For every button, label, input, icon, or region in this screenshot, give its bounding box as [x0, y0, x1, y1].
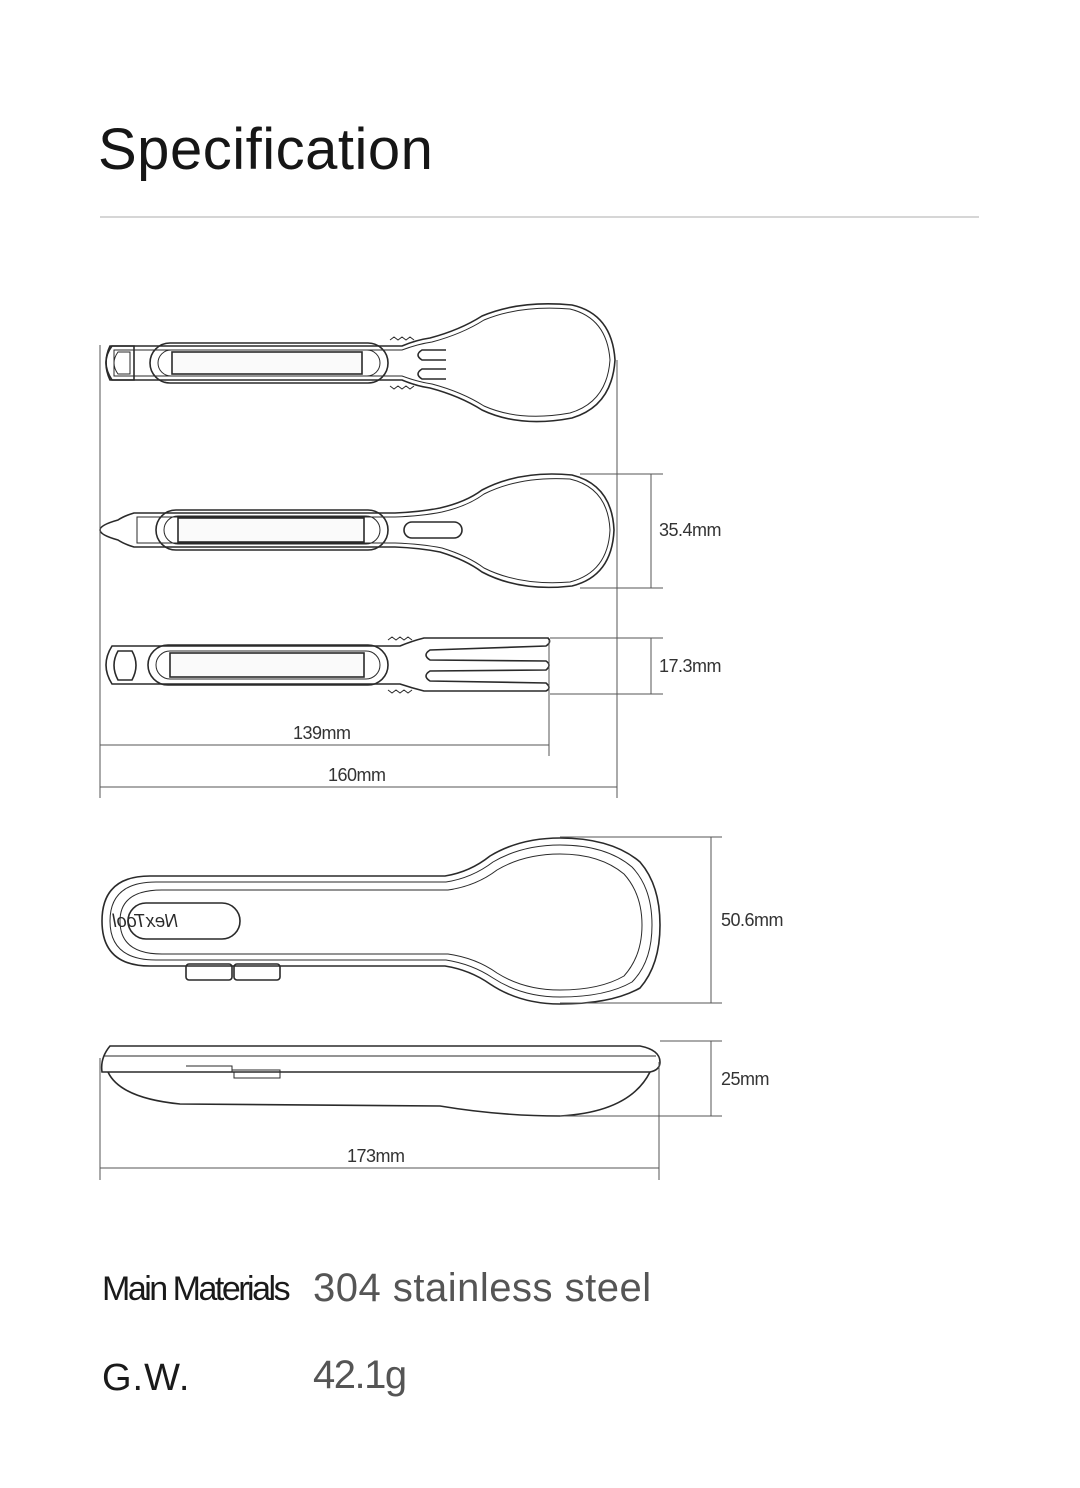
fork-length-label: 139mm: [293, 723, 351, 743]
spork-drawing: [106, 304, 615, 422]
spec-value-materials: 304 stainless steel: [313, 1266, 652, 1310]
case-dimension-lines: [100, 837, 722, 1180]
spoon-width-label: 35.4mm: [659, 520, 722, 540]
page-title: Specification: [98, 117, 434, 182]
spec-label-materials: Main Materials: [102, 1270, 289, 1308]
spec-value-weight: 42.1g: [313, 1353, 406, 1397]
case-height-label: 25mm: [721, 1069, 770, 1089]
case-width-label: 50.6mm: [721, 910, 784, 930]
spec-label-weight: G.W.: [102, 1357, 191, 1399]
case-length-label: 173mm: [347, 1146, 405, 1166]
spoon-drawing: [100, 474, 614, 587]
fork-drawing: [106, 637, 550, 693]
fork-width-label: 17.3mm: [659, 656, 722, 676]
case-side-drawing: [102, 1046, 660, 1116]
case-logo: NexTool: [112, 911, 178, 931]
utensil-dimension-lines: [100, 345, 663, 798]
spoon-length-label: 160mm: [328, 765, 386, 785]
case-top-drawing: [102, 838, 660, 1004]
